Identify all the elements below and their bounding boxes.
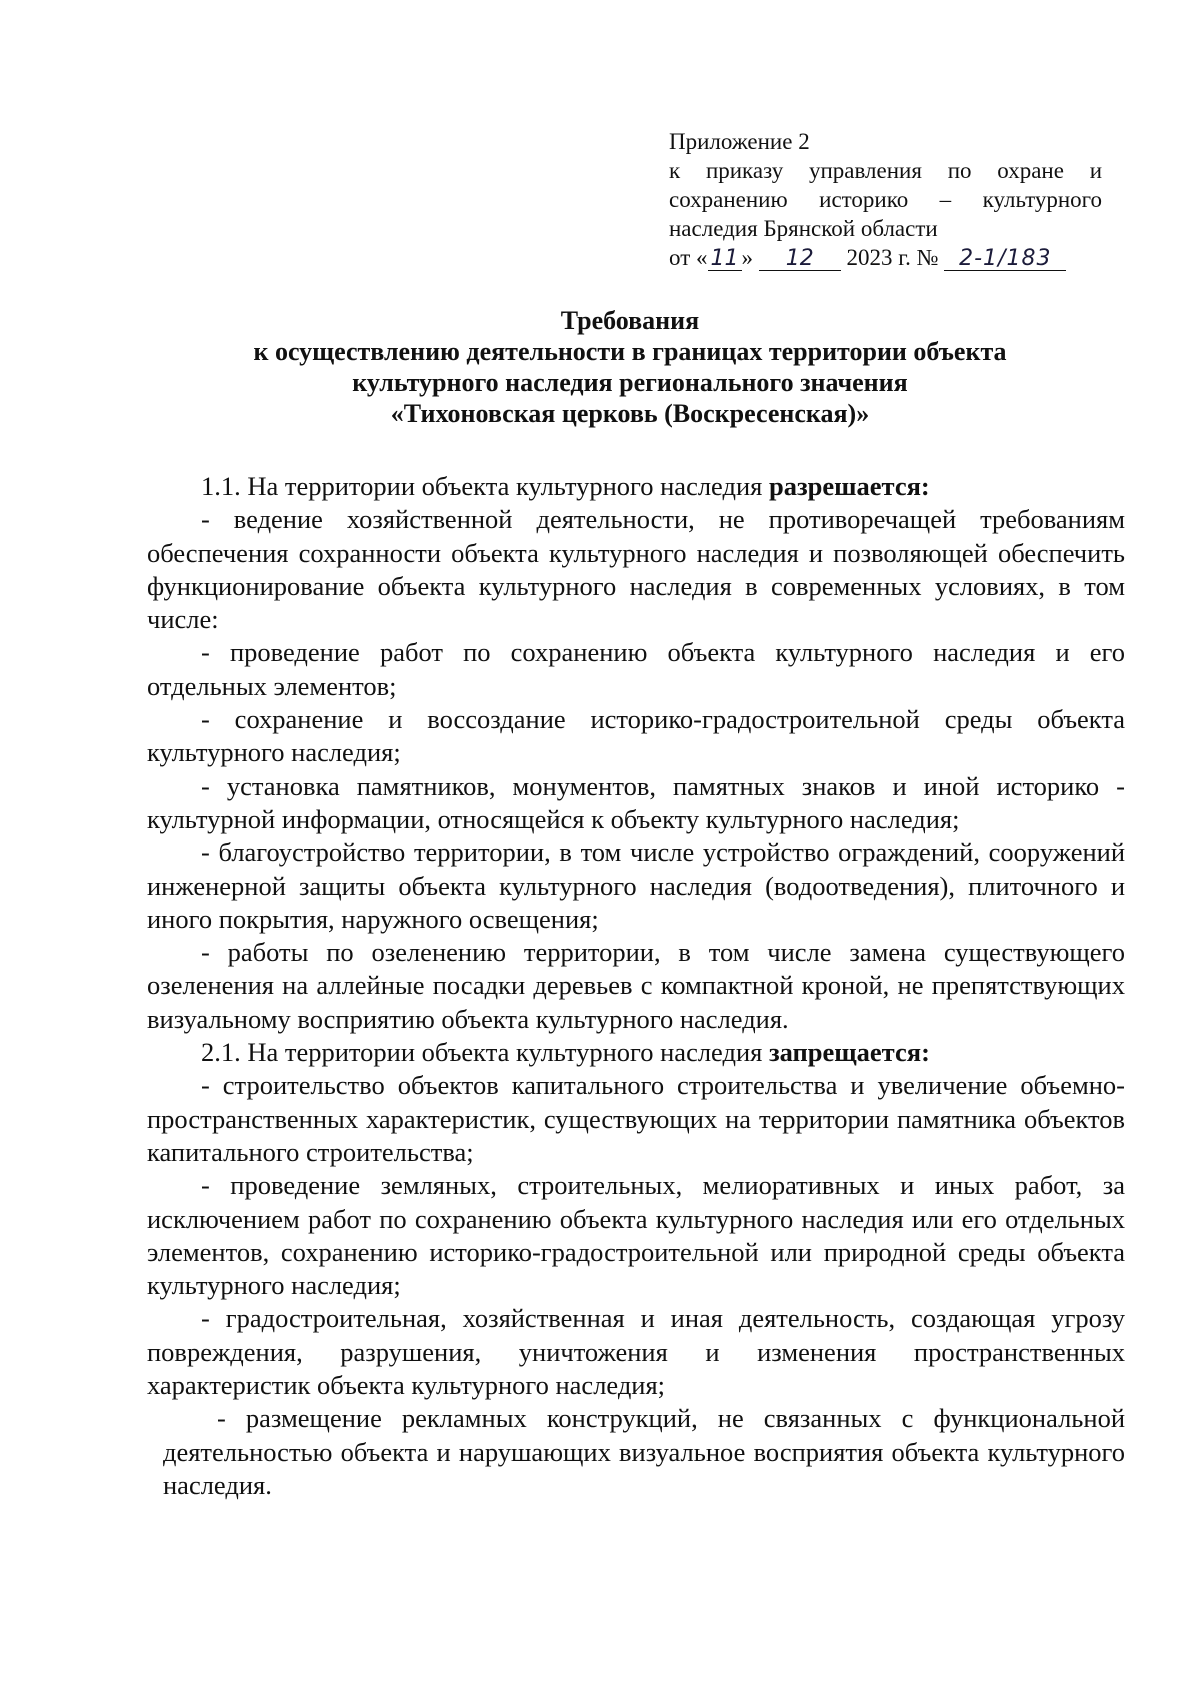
- list-item: - сохранение и воссоздание историко-градостроительной среды объекта культурного наследия;: [147, 704, 1125, 768]
- document-title: [140, 305, 1120, 429]
- section-2-intro: [147, 1036, 1125, 1069]
- appendix-order-line: сохранению историко – культурного: [669, 187, 1102, 212]
- handwritten-month: 12: [759, 248, 841, 271]
- year-text: 2023 г. №: [846, 245, 939, 270]
- appendix-block: [669, 127, 1102, 272]
- section-1-intro-text: 1.1. На территории объекта культурного наследия: [201, 471, 769, 501]
- handwritten-order-number: 2-1/183: [944, 248, 1066, 271]
- list-item: - проведение земляных, строительных, мелиоративных и иных работ, за исключением работ по сохранению объекта культурного наследия или его отдельных элементов, сохранению историко-градостроительной или природной среды объекта культурного наследия;: [147, 1170, 1125, 1301]
- title-line: культурного наследия регионального значения: [352, 368, 908, 397]
- title-line: Требования: [560, 306, 700, 335]
- appendix-title: Приложение 2: [669, 129, 810, 154]
- document-body: [147, 470, 1125, 1502]
- title-line: к осуществлению деятельности в границах территории объекта: [253, 337, 1007, 366]
- list-item: - размещение рекламных конструкций, не связанных с функциональной деятельностью объекта и нарушающих визуальное восприятия объекта культурного наследия.: [163, 1403, 1125, 1500]
- section-2-keyword: запрещается:: [768, 1037, 930, 1068]
- appendix-date-line: [669, 243, 1102, 272]
- list-item: - установка памятников, монументов, памятных знаков и иной историко - культурной информации, относящейся к объекту культурного наследия;: [147, 770, 1125, 834]
- list-item: - работы по озеленению территории, в том числе замена существующего озеленения на аллейные посадки деревьев с компактной кроной, не препятствующих визуальному восприятию объекта культурного наследия.: [147, 937, 1125, 1034]
- handwritten-day: 11: [708, 248, 742, 271]
- list-item: - строительство объектов капитального строительства и увеличение объемно-пространственных характеристик, существующих на территории памятника объектов капитального строительства;: [147, 1070, 1125, 1167]
- list-item: - градостроительная, хозяйственная и иная деятельность, создающая угрозу повреждения, разрушения, уничтожения и изменения пространственных характеристик объекта культурного наследия;: [147, 1303, 1125, 1401]
- section-1-keyword: разрешается:: [768, 471, 930, 501]
- date-prefix: от «: [669, 245, 708, 270]
- list-item: - проведение работ по сохранению объекта культурного наследия и его отдельных элементов;: [147, 637, 1125, 701]
- appendix-order-line: наследия Брянской области: [669, 216, 938, 241]
- section-2-intro-text: 2.1. На территории объекта культурного наследия: [201, 1037, 769, 1068]
- appendix-order-line: к приказу управления по охране и: [669, 158, 1102, 183]
- list-item: - благоустройство территории, в том числе устройство ограждений, сооружений инженерной защиты объекта культурного наследия (водоотведения), плиточного и иного покрытия, наружного освещения;: [147, 837, 1125, 934]
- title-line: «Тихоновская церковь (Воскресенская)»: [390, 399, 870, 428]
- list-item: - ведение хозяйственной деятельности, не противоречащей требованиям обеспечения сохранности объекта культурного наследия и позволяющей обеспечить функционирование объекта культурного наследия в современных условиях, в том числе:: [147, 504, 1125, 635]
- section-1-intro: [147, 470, 1125, 503]
- date-mid: »: [741, 245, 753, 270]
